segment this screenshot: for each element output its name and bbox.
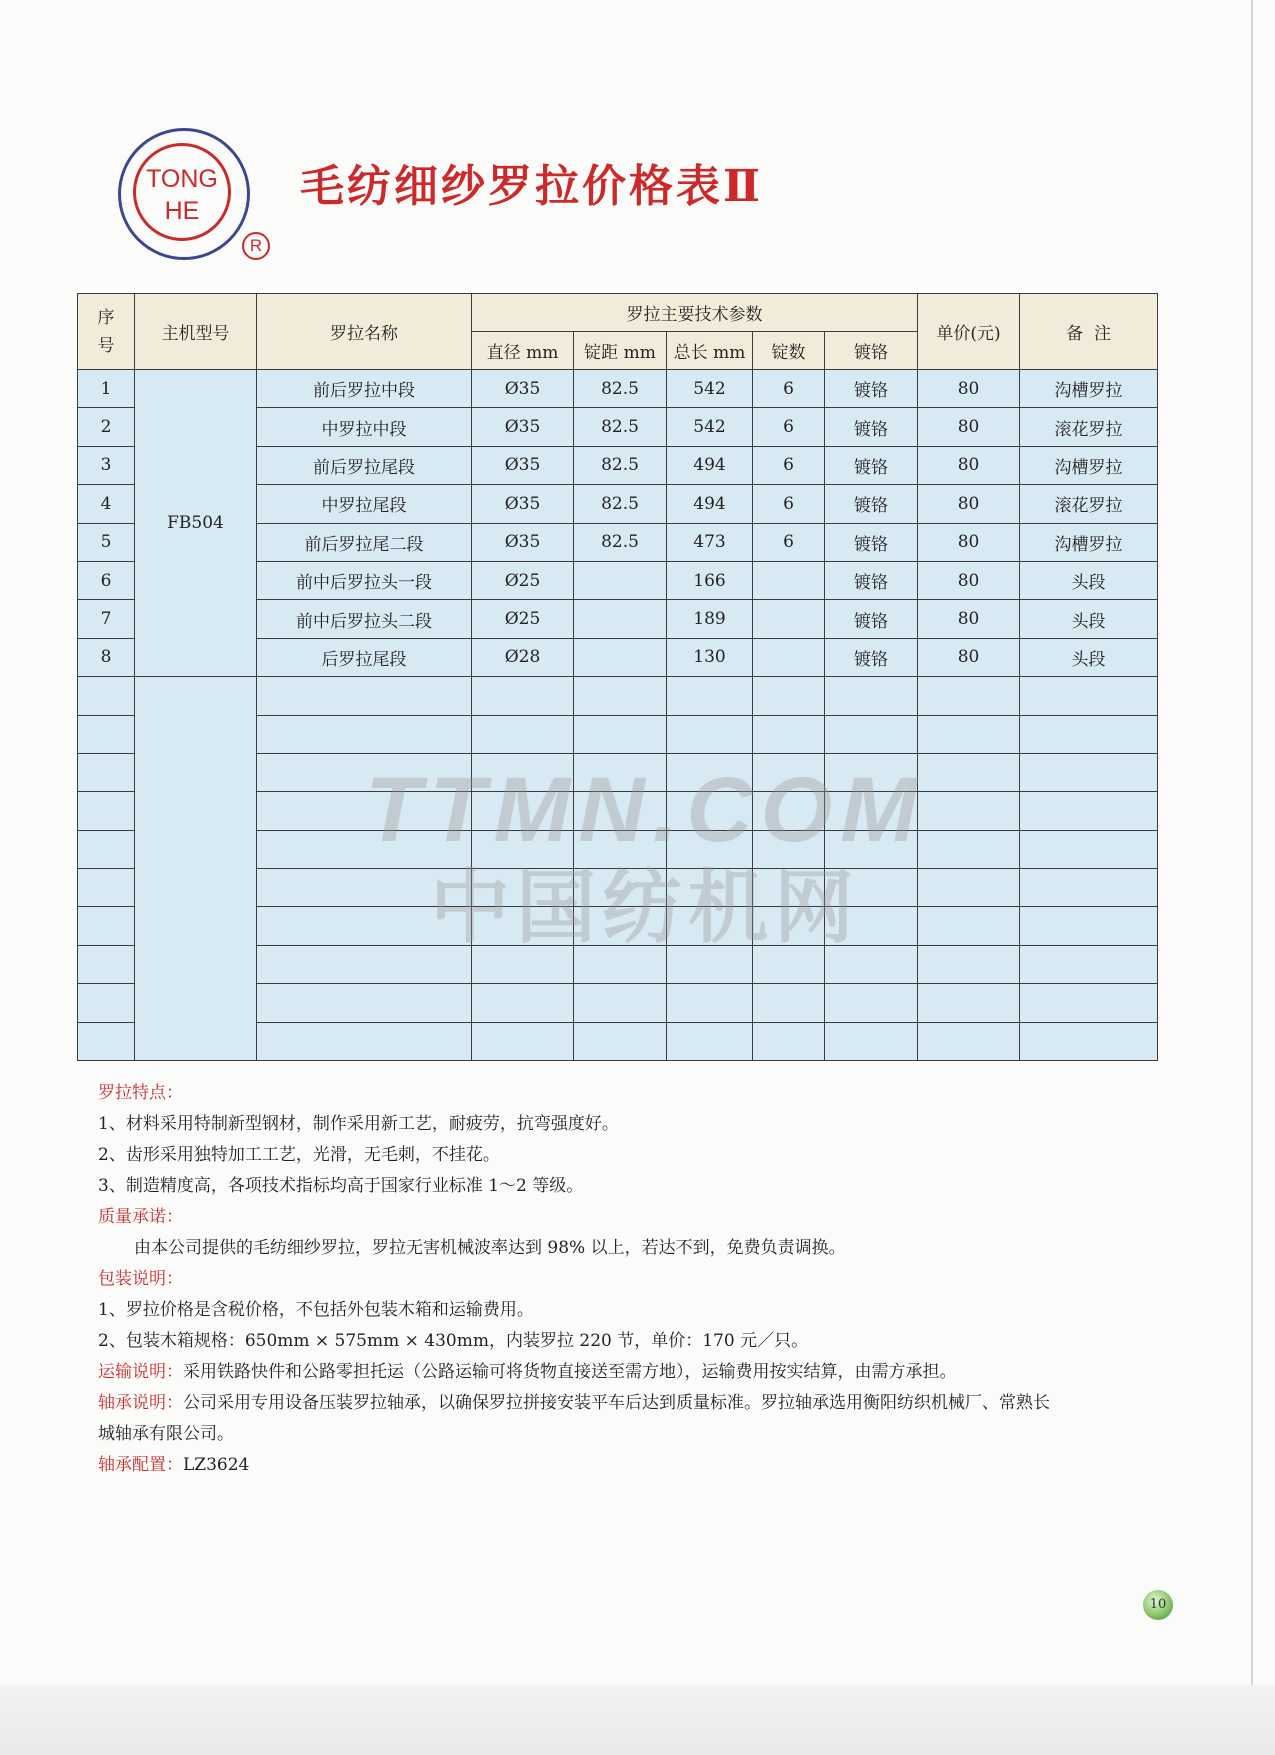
cell-remark: 沟槽罗拉 <box>1020 523 1158 561</box>
cell-no: 8 <box>78 638 135 676</box>
price-table <box>77 293 1158 1061</box>
table-row <box>78 370 1158 408</box>
cell-remark: 沟槽罗拉 <box>1020 446 1158 484</box>
cell-name: 前后罗拉中段 <box>257 370 472 408</box>
price-table-container <box>77 293 1157 1061</box>
bearing-note-cont: 城轴承有限公司。 <box>98 1424 234 1444</box>
cell-length: 542 <box>667 408 753 446</box>
cell-diameter: Ø28 <box>472 638 574 676</box>
header-name: 罗拉名称 <box>257 294 472 370</box>
cell-remark: 头段 <box>1020 561 1158 599</box>
cell-diameter: Ø35 <box>472 370 574 408</box>
logo-line-2: HE <box>164 197 200 225</box>
header-plating: 镀铬 <box>825 332 918 370</box>
cell-name: 后罗拉尾段 <box>257 638 472 676</box>
bearing-label: 轴承说明： <box>98 1393 183 1413</box>
cell-price: 80 <box>918 561 1020 599</box>
cell-plating: 镀铬 <box>825 408 918 446</box>
cell-name: 中罗拉中段 <box>257 408 472 446</box>
bearing-text-1: 公司采用专用设备压装罗拉轴承，以确保罗拉拼接安装平车后达到质量标准。罗拉轴承选用衡阳纺织机械厂、常熟长 <box>183 1393 1050 1413</box>
cell-length: 542 <box>667 370 753 408</box>
cell-price: 80 <box>918 446 1020 484</box>
cell-plating: 镀铬 <box>825 446 918 484</box>
cell-length: 494 <box>667 446 753 484</box>
cell-diameter: Ø35 <box>472 408 574 446</box>
logo-line-1: TONG <box>146 165 218 193</box>
transport-note <box>98 1357 1168 1388</box>
quality-text: 由本公司提供的毛纺细纱罗拉，罗拉无害机械波率达到 98% 以上，若达不到，免费负责调换。 <box>134 1238 846 1258</box>
cell-no: 7 <box>78 600 135 638</box>
page-edge <box>1251 0 1253 1755</box>
cell-price: 80 <box>918 370 1020 408</box>
cell-pitch: 82.5 <box>574 523 667 561</box>
cell-diameter: Ø35 <box>472 446 574 484</box>
cell-length: 189 <box>667 600 753 638</box>
cell-no: 1 <box>78 370 135 408</box>
watermark-line-1: TTMN.COM <box>365 759 925 861</box>
cell-remark: 沟槽罗拉 <box>1020 370 1158 408</box>
cell-spindles <box>753 600 825 638</box>
config-note <box>98 1450 1168 1481</box>
cell-remark: 头段 <box>1020 600 1158 638</box>
cell-spindles: 6 <box>753 485 825 523</box>
cell-remark: 滚花罗拉 <box>1020 485 1158 523</box>
cell-name: 中罗拉尾段 <box>257 485 472 523</box>
header-spindles: 锭数 <box>753 332 825 370</box>
header-no: 序 号 <box>78 294 135 370</box>
cell-price: 80 <box>918 638 1020 676</box>
cell-no: 2 <box>78 408 135 446</box>
header-remark: 备 注 <box>1020 294 1158 370</box>
cell-length: 494 <box>667 485 753 523</box>
config-label: 轴承配置： <box>98 1455 183 1475</box>
transport-label: 运输说明： <box>98 1362 183 1382</box>
cell-pitch: 82.5 <box>574 485 667 523</box>
header-price: 单价(元) <box>918 294 1020 370</box>
cell-pitch <box>574 561 667 599</box>
cell-name: 前中后罗拉头一段 <box>257 561 472 599</box>
cell-pitch <box>574 600 667 638</box>
cell-plating: 镀铬 <box>825 561 918 599</box>
cell-name: 前后罗拉尾段 <box>257 446 472 484</box>
page-bottom-shadow <box>0 1685 1275 1755</box>
logo-text <box>133 163 231 227</box>
cell-no: 5 <box>78 523 135 561</box>
cell-spindles: 6 <box>753 408 825 446</box>
cell-model: FB504 <box>135 370 257 677</box>
cell-price: 80 <box>918 408 1020 446</box>
cell-no: 3 <box>78 446 135 484</box>
cell-pitch: 82.5 <box>574 446 667 484</box>
features-title: 罗拉特点： <box>98 1083 183 1103</box>
cell-name: 前后罗拉尾二段 <box>257 523 472 561</box>
cell-price: 80 <box>918 485 1020 523</box>
feature-item: 3、制造精度高，各项技术指标均高于国家行业标准 1～2 等级。 <box>98 1176 584 1196</box>
packing-item: 1、罗拉价格是含税价格，不包括外包装木箱和运输费用。 <box>98 1300 534 1320</box>
cell-remark: 头段 <box>1020 638 1158 676</box>
cell-diameter: Ø35 <box>472 485 574 523</box>
page-title: 毛纺细纱罗拉价格表Ⅱ <box>300 161 764 212</box>
cell-diameter: Ø25 <box>472 561 574 599</box>
cell-no: 4 <box>78 485 135 523</box>
header-diameter: 直径 mm <box>472 332 574 370</box>
cell-spindles: 6 <box>753 446 825 484</box>
cell-plating: 镀铬 <box>825 370 918 408</box>
bearing-note <box>98 1388 1168 1419</box>
empty-row <box>78 677 1158 715</box>
cell-plating: 镀铬 <box>825 523 918 561</box>
company-logo <box>118 128 263 262</box>
cell-plating: 镀铬 <box>825 600 918 638</box>
notes-section <box>98 1078 1168 1481</box>
transport-text: 采用铁路快件和公路零担托运（公路运输可将货物直接送至需方地），运输费用按实结算，由需方承担。 <box>183 1362 957 1382</box>
cell-length: 473 <box>667 523 753 561</box>
cell-spindles <box>753 561 825 599</box>
cell-pitch <box>574 638 667 676</box>
cell-spindles: 6 <box>753 370 825 408</box>
cell-price: 80 <box>918 600 1020 638</box>
cell-spindles <box>753 638 825 676</box>
cell-no: 6 <box>78 561 135 599</box>
feature-item: 2、齿形采用独特加工工艺，光滑，无毛刺，不挂花。 <box>98 1145 500 1165</box>
cell-plating: 镀铬 <box>825 485 918 523</box>
watermark-line-2: 中国纺机网 <box>430 863 860 952</box>
cell-name: 前中后罗拉头二段 <box>257 600 472 638</box>
header-total-length: 总长 mm <box>667 332 753 370</box>
page-number: 10 <box>1143 1590 1173 1620</box>
registered-mark-icon: R <box>242 232 270 260</box>
quality-title: 质量承诺： <box>98 1207 183 1227</box>
cell-price: 80 <box>918 523 1020 561</box>
cell-length: 130 <box>667 638 753 676</box>
cell-remark: 滚花罗拉 <box>1020 408 1158 446</box>
packing-title: 包装说明： <box>98 1269 183 1289</box>
cell-plating: 镀铬 <box>825 638 918 676</box>
header-model: 主机型号 <box>135 294 257 370</box>
cell-diameter: Ø25 <box>472 600 574 638</box>
feature-item: 1、材料采用特制新型钢材，制作采用新工艺，耐疲劳，抗弯强度好。 <box>98 1114 619 1134</box>
cell-pitch: 82.5 <box>574 408 667 446</box>
cell-pitch: 82.5 <box>574 370 667 408</box>
cell-length: 166 <box>667 561 753 599</box>
header-params-group: 罗拉主要技术参数 <box>472 294 918 332</box>
cell-diameter: Ø35 <box>472 523 574 561</box>
header-spindle-pitch: 锭距 mm <box>574 332 667 370</box>
cell-spindles: 6 <box>753 523 825 561</box>
packing-item: 2、包装木箱规格：650mm × 575mm × 430mm，内装罗拉 220 节，单价：170 元／只。 <box>98 1331 809 1351</box>
config-text: LZ3624 <box>183 1455 250 1475</box>
